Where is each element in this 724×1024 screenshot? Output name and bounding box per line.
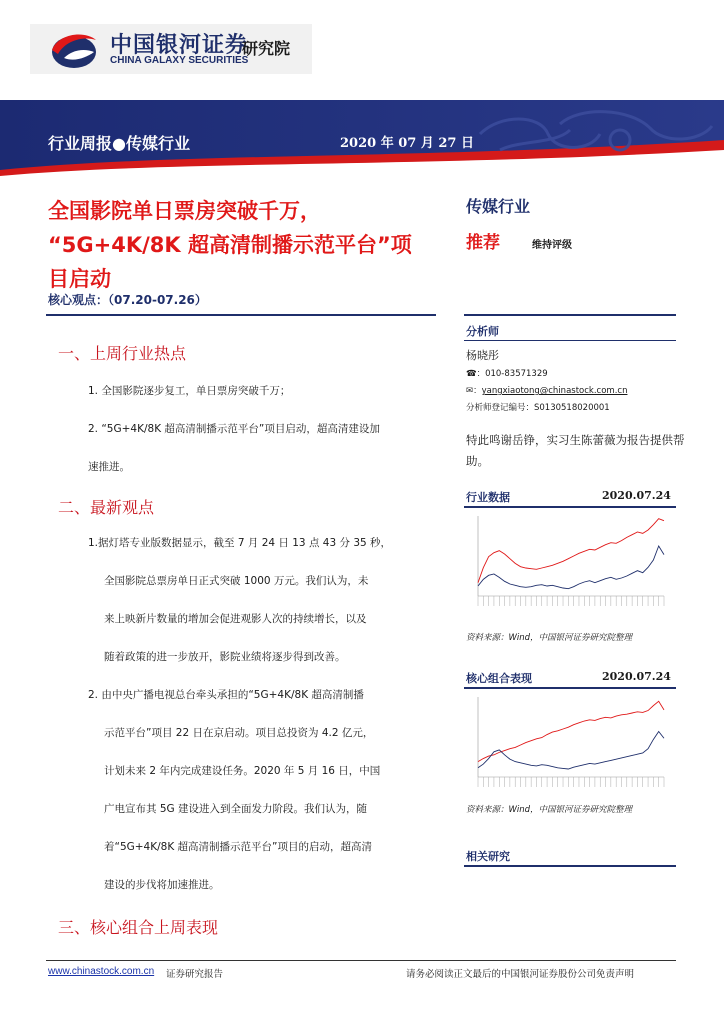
analyst-name: 杨晓彤 (466, 349, 499, 362)
galaxy-logo-icon (44, 28, 102, 72)
series-line-red (478, 701, 664, 761)
paragraph-line: 1.据灯塔专业版数据显示，截至 7 月 24 日 13 点 43 分 35 秒， (88, 537, 392, 549)
paragraph-line: 2. “5G+4K/8K 超高清制播示范平台”项目启动，超高清建设加 (88, 423, 380, 435)
rating-note: 维持评级 (532, 240, 572, 251)
footer-tag: 证券研究报告 (166, 969, 224, 980)
footer-divider (46, 960, 676, 961)
analyst-registration: 分析师登记编号：S0130518020001 (466, 403, 610, 413)
logo-english-name: CHINA GALAXY SECURITIES (110, 55, 249, 66)
chart2-source: 资料来源：Wind，中国银河证券研究院整理 (466, 805, 633, 815)
paragraph-line: 随着政策的进一步放开，影院业绩将逐步得到改善。 (104, 651, 346, 663)
paragraph-line: 示范平台”项目 22 日在京启动。项目总投资为 4.2 亿元， (104, 727, 374, 739)
website-link[interactable]: www.chinastock.com.cn (48, 966, 155, 977)
core-portfolio-chart (464, 693, 676, 795)
chart1-title: 行业数据 (466, 491, 510, 504)
section-heading-2: 二、最新观点 (58, 498, 155, 517)
paragraph-line: 速推进。 (88, 461, 130, 473)
paragraph-line: 来上映新片数量的增加会促进观影人次的持续增长，以及 (104, 613, 367, 625)
analyst-heading: 分析师 (466, 325, 499, 338)
analyst-email-link[interactable]: yangxiaotong@chinastock.com.cn (481, 386, 628, 396)
chart2-date: 2020.07.24 (602, 670, 671, 683)
paragraph-line: 建设的步伐将加速推进。 (104, 879, 220, 891)
series-line-blue (478, 546, 664, 589)
report-title (48, 194, 440, 296)
title-line: 目启动 (48, 267, 111, 291)
chart1-date: 2020.07.24 (602, 489, 671, 502)
divider (464, 340, 676, 341)
section-heading-3: 三、核心组合上周表现 (58, 918, 219, 937)
core-view: 核心观点：（07.20-07.26） (48, 293, 207, 307)
logo-chinese-name: 中国银河证券 (110, 33, 249, 58)
logo (30, 24, 312, 74)
disclaimer-note: 请务必阅读正文最后的中国银河证券股份公司免责声明 (406, 969, 635, 980)
paragraph-line: 全国影院总票房单日正式突破 1000 万元。我们认为，未 (104, 575, 369, 587)
analyst-email-row (466, 384, 627, 396)
report-date: 2020 年 07 月 27 日 (340, 136, 474, 151)
divider (464, 687, 676, 689)
section-heading-1: 一、上周行业热点 (58, 344, 187, 363)
report-type: 行业周报●传媒行业 (48, 134, 190, 153)
series-line-red (478, 519, 664, 583)
chart1-source: 资料来源：Wind，中国银河证券研究院整理 (466, 633, 633, 643)
paragraph-line: 2. 由中央广播电视总台牵头承担的“5G+4K/8K 超高清制播 (88, 689, 364, 701)
divider (46, 314, 436, 316)
chart2-title: 核心组合表现 (466, 672, 532, 685)
title-line: 全国影院单日票房突破千万， (48, 199, 321, 223)
paragraph-line: 计划未来 2 年内完成建设任务。2020 年 5 月 16 日，中国 (104, 765, 381, 777)
paragraph-line: 着“5G+4K/8K 超高清制播示范平台”项目的启动，超高清 (104, 841, 373, 853)
related-research-heading: 相关研究 (466, 850, 510, 863)
divider (464, 314, 676, 316)
industry-data-chart (464, 512, 676, 614)
institute-label: 研究院 (242, 39, 291, 58)
title-line: “5G+4K/8K 超高清制播示范平台”项 (48, 233, 412, 257)
email-icon: ✉： (466, 386, 482, 396)
divider (464, 865, 676, 867)
paragraph-line: 广电宣布其 5G 建设进入到全面发力阶段。我们认为，随 (104, 803, 367, 815)
rating-label: 推荐 (466, 233, 500, 253)
paragraph-line: 1. 全国影院逐步复工，单日票房突破千万； (88, 385, 291, 397)
thanks-note: 特此鸣谢岳铮，实习生陈蕾薇为报告提供帮助。 (466, 433, 685, 468)
analyst-phone: ☎：010-83571329 (466, 369, 548, 379)
divider (464, 506, 676, 508)
industry-label: 传媒行业 (466, 197, 531, 216)
